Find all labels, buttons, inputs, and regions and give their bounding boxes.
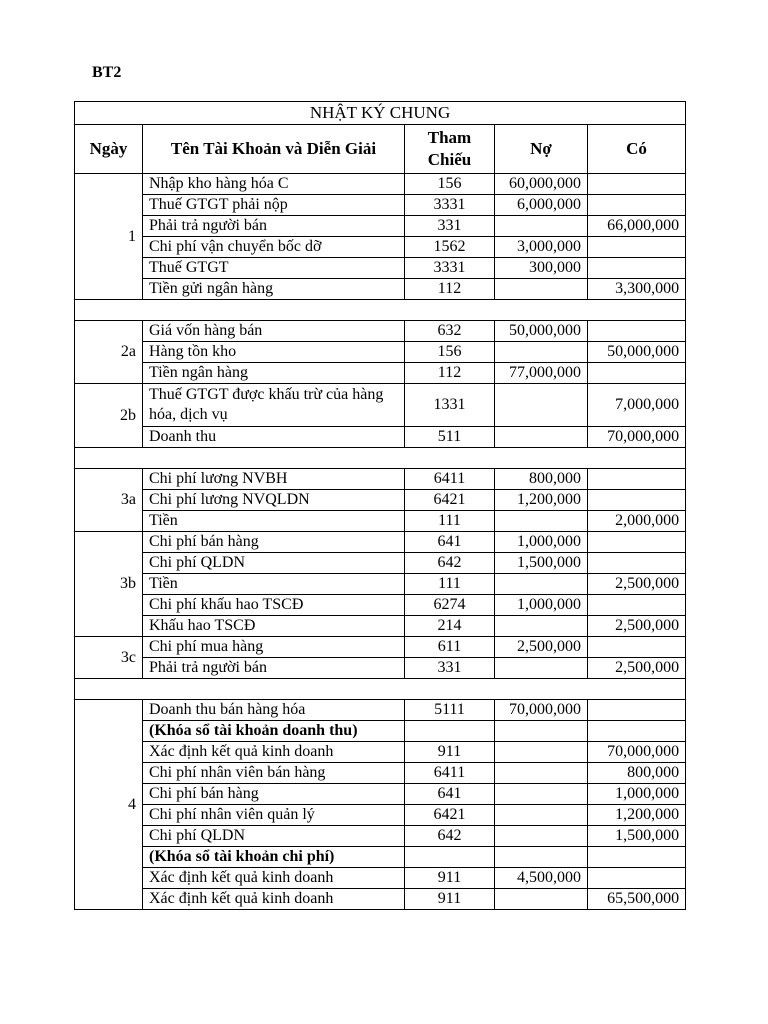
- credit-cell: 7,000,000: [588, 384, 686, 427]
- debit-cell: 1,000,000: [495, 595, 588, 616]
- debit-cell: [495, 342, 588, 363]
- reference-cell: 911: [405, 868, 495, 889]
- table-row: [75, 532, 686, 553]
- debit-cell: 3,000,000: [495, 237, 588, 258]
- description-cell: Tiền: [143, 574, 405, 595]
- table-row: [75, 658, 686, 679]
- description-cell: Chi phí nhân viên quản lý: [143, 805, 405, 826]
- separator-cell: [75, 448, 686, 469]
- table-row: [75, 889, 686, 910]
- credit-cell: [588, 868, 686, 889]
- credit-cell: [588, 637, 686, 658]
- description-cell: Chi phí QLDN: [143, 826, 405, 847]
- debit-cell: 60,000,000: [495, 174, 588, 195]
- table-row: [75, 595, 686, 616]
- credit-cell: 2,500,000: [588, 574, 686, 595]
- description-cell: Chi phí bán hàng: [143, 784, 405, 805]
- table-row: [75, 237, 686, 258]
- credit-cell: 1,000,000: [588, 784, 686, 805]
- credit-cell: [588, 490, 686, 511]
- day-cell: 4: [75, 700, 143, 910]
- credit-cell: [588, 237, 686, 258]
- description-cell: Thuế GTGT phải nộp: [143, 195, 405, 216]
- debit-cell: [495, 784, 588, 805]
- description-cell: Xác định kết quả kinh doanh: [143, 889, 405, 910]
- reference-cell: 642: [405, 826, 495, 847]
- debit-cell: 1,500,000: [495, 553, 588, 574]
- reference-cell: 112: [405, 279, 495, 300]
- credit-cell: [588, 721, 686, 742]
- description-cell: Chi phí khấu hao TSCĐ: [143, 595, 405, 616]
- description-cell: Khấu hao TSCĐ: [143, 616, 405, 637]
- table-row: [75, 427, 686, 448]
- credit-cell: [588, 469, 686, 490]
- table-row: [75, 279, 686, 300]
- description-cell: Phải trả người bán: [143, 216, 405, 237]
- credit-cell: 1,500,000: [588, 826, 686, 847]
- day-cell: 2a: [75, 321, 143, 384]
- day-cell: 2b: [75, 384, 143, 448]
- description-cell: Thuế GTGT: [143, 258, 405, 279]
- reference-cell: 6411: [405, 763, 495, 784]
- credit-cell: 70,000,000: [588, 742, 686, 763]
- reference-cell: 3331: [405, 195, 495, 216]
- credit-cell: 1,200,000: [588, 805, 686, 826]
- reference-cell: [405, 721, 495, 742]
- table-row: [75, 195, 686, 216]
- description-cell: Chi phí mua hàng: [143, 637, 405, 658]
- reference-cell: 1331: [405, 384, 495, 427]
- credit-cell: 50,000,000: [588, 342, 686, 363]
- reference-cell: 1562: [405, 237, 495, 258]
- credit-cell: [588, 700, 686, 721]
- description-cell: (Khóa sổ tài khoản doanh thu): [143, 721, 405, 742]
- table-row: [75, 784, 686, 805]
- table-row: [75, 616, 686, 637]
- separator-row: [75, 300, 686, 321]
- reference-cell: 3331: [405, 258, 495, 279]
- description-cell: Nhập kho hàng hóa C: [143, 174, 405, 195]
- credit-cell: 2,500,000: [588, 616, 686, 637]
- description-cell: Chi phí bán hàng: [143, 532, 405, 553]
- column-header-day: Ngày: [75, 125, 143, 174]
- table-row: [75, 258, 686, 279]
- credit-cell: [588, 174, 686, 195]
- table-row: [75, 553, 686, 574]
- table-row: [75, 384, 686, 427]
- description-cell: (Khóa sổ tài khoản chi phí): [143, 847, 405, 868]
- debit-cell: [495, 763, 588, 784]
- table-row: [75, 511, 686, 532]
- reference-cell: 156: [405, 174, 495, 195]
- debit-cell: 77,000,000: [495, 363, 588, 384]
- table-row: [75, 342, 686, 363]
- table-row: [75, 805, 686, 826]
- reference-cell: 642: [405, 553, 495, 574]
- description-cell: Tiền: [143, 511, 405, 532]
- separator-row: [75, 679, 686, 700]
- column-header-account: Tên Tài Khoản và Diễn Giải: [143, 125, 405, 174]
- credit-cell: 66,000,000: [588, 216, 686, 237]
- table-row: [75, 363, 686, 384]
- reference-cell: 611: [405, 637, 495, 658]
- reference-cell: 214: [405, 616, 495, 637]
- reference-cell: 632: [405, 321, 495, 342]
- debit-cell: [495, 742, 588, 763]
- table-title: NHẬT KÝ CHUNG: [75, 102, 686, 125]
- debit-cell: [495, 847, 588, 868]
- reference-cell: 641: [405, 784, 495, 805]
- credit-cell: [588, 553, 686, 574]
- day-cell: 3b: [75, 532, 143, 637]
- separator-row: [75, 448, 686, 469]
- table-row: [75, 469, 686, 490]
- table-row: [75, 574, 686, 595]
- debit-cell: [495, 805, 588, 826]
- table-row: [75, 847, 686, 868]
- debit-cell: 6,000,000: [495, 195, 588, 216]
- description-cell: Doanh thu bán hàng hóa: [143, 700, 405, 721]
- debit-cell: [495, 216, 588, 237]
- credit-cell: 70,000,000: [588, 427, 686, 448]
- description-cell: Chi phí lương NVQLDN: [143, 490, 405, 511]
- description-cell: Phải trả người bán: [143, 658, 405, 679]
- description-cell: Xác định kết quả kinh doanh: [143, 868, 405, 889]
- reference-cell: 331: [405, 658, 495, 679]
- column-header-debit: Nợ: [495, 125, 588, 174]
- credit-cell: 65,500,000: [588, 889, 686, 910]
- description-cell: Chi phí QLDN: [143, 553, 405, 574]
- document-title: BT2: [92, 64, 122, 81]
- debit-cell: 70,000,000: [495, 700, 588, 721]
- separator-cell: [75, 300, 686, 321]
- description-cell: Chi phí lương NVBH: [143, 469, 405, 490]
- debit-cell: 1,000,000: [495, 532, 588, 553]
- description-cell: Chi phí nhân viên bán hàng: [143, 763, 405, 784]
- table-row: [75, 174, 686, 195]
- credit-cell: [588, 258, 686, 279]
- reference-cell: 331: [405, 216, 495, 237]
- description-cell: Doanh thu: [143, 427, 405, 448]
- credit-cell: [588, 595, 686, 616]
- debit-cell: 4,500,000: [495, 868, 588, 889]
- description-cell: Tiền ngân hàng: [143, 363, 405, 384]
- debit-cell: [495, 826, 588, 847]
- credit-cell: [588, 195, 686, 216]
- debit-cell: [495, 511, 588, 532]
- column-header-ref: Tham Chiếu: [405, 125, 495, 174]
- debit-cell: [495, 574, 588, 595]
- day-cell: 1: [75, 174, 143, 300]
- debit-cell: [495, 658, 588, 679]
- credit-cell: 3,300,000: [588, 279, 686, 300]
- description-cell: Giá vốn hàng bán: [143, 321, 405, 342]
- separator-cell: [75, 679, 686, 700]
- credit-cell: [588, 363, 686, 384]
- reference-cell: 6411: [405, 469, 495, 490]
- table-row: [75, 700, 686, 721]
- debit-cell: 1,200,000: [495, 490, 588, 511]
- debit-cell: 800,000: [495, 469, 588, 490]
- table-row: [75, 868, 686, 889]
- debit-cell: [495, 279, 588, 300]
- description-cell: Tiền gửi ngân hàng: [143, 279, 405, 300]
- debit-cell: 2,500,000: [495, 637, 588, 658]
- table-row: [75, 826, 686, 847]
- reference-cell: 911: [405, 889, 495, 910]
- reference-cell: 911: [405, 742, 495, 763]
- reference-cell: 641: [405, 532, 495, 553]
- table-row: [75, 742, 686, 763]
- journal-body: [75, 174, 686, 910]
- table-row: [75, 490, 686, 511]
- table-row: [75, 763, 686, 784]
- general-journal-table: [74, 101, 686, 910]
- table-row: [75, 637, 686, 658]
- reference-cell: 511: [405, 427, 495, 448]
- credit-cell: [588, 532, 686, 553]
- credit-cell: [588, 321, 686, 342]
- table-row: [75, 721, 686, 742]
- debit-cell: 50,000,000: [495, 321, 588, 342]
- reference-cell: 156: [405, 342, 495, 363]
- reference-cell: 111: [405, 574, 495, 595]
- table-row: [75, 216, 686, 237]
- reference-cell: 6421: [405, 490, 495, 511]
- description-cell: Hàng tồn kho: [143, 342, 405, 363]
- description-cell: Thuế GTGT được khấu trừ của hàng hóa, dịch vụ: [143, 384, 405, 427]
- reference-cell: [405, 847, 495, 868]
- credit-cell: 800,000: [588, 763, 686, 784]
- description-cell: Xác định kết quả kinh doanh: [143, 742, 405, 763]
- reference-cell: 6421: [405, 805, 495, 826]
- debit-cell: 300,000: [495, 258, 588, 279]
- description-cell: Chi phí vận chuyển bốc dỡ: [143, 237, 405, 258]
- debit-cell: [495, 384, 588, 427]
- column-header-credit: Có: [588, 125, 686, 174]
- reference-cell: 5111: [405, 700, 495, 721]
- debit-cell: [495, 427, 588, 448]
- day-cell: 3a: [75, 469, 143, 532]
- debit-cell: [495, 889, 588, 910]
- debit-cell: [495, 721, 588, 742]
- credit-cell: 2,500,000: [588, 658, 686, 679]
- table-row: [75, 321, 686, 342]
- debit-cell: [495, 616, 588, 637]
- credit-cell: 2,000,000: [588, 511, 686, 532]
- reference-cell: 112: [405, 363, 495, 384]
- day-cell: 3c: [75, 637, 143, 679]
- reference-cell: 6274: [405, 595, 495, 616]
- reference-cell: 111: [405, 511, 495, 532]
- credit-cell: [588, 847, 686, 868]
